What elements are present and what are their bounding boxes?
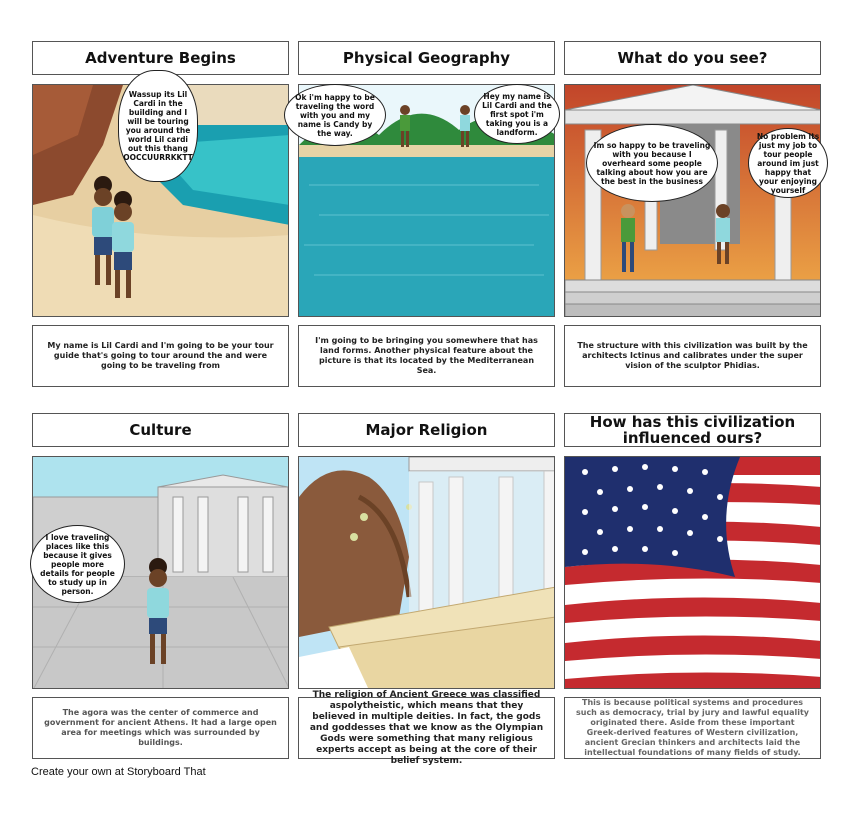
- religion-scene: [299, 457, 555, 689]
- panel-6-scene: [564, 456, 821, 689]
- panel-5-title: Major Religion: [298, 413, 555, 447]
- panel-4-title: Culture: [32, 413, 289, 447]
- panel-1-title: Adventure Begins: [32, 41, 289, 75]
- panel-3-caption: The structure with this civilization was built by the architects Ictinus and calibrates under the super vision of the sculptor Phidias.: [564, 325, 821, 387]
- speech-bubble: I love traveling places like this because it gives people more details for people to study up in person.: [30, 525, 125, 603]
- panel-6-caption: This is because political systems and procedures such as democracy, trial by jury and lawful equality originated there. Aside from these important Greek-derived features of Western civilization, ancient Grecian thinkers and architects laid the intellectual foundations of many fields of study.: [564, 697, 821, 759]
- storyboard-that-footer[interactable]: Create your own at Storyboard That: [31, 766, 206, 778]
- panel-2-title: Physical Geography: [298, 41, 555, 75]
- panel-2-caption: I'm going to be bringing you somewhere that has land forms. Another physical feature about the picture is that its located by the Mediterranean Sea.: [298, 325, 555, 387]
- panel-5-caption: The religion of Ancient Greece was classified aspolytheistic, which means that they believed in multiple deities. In fact, the gods and goddesses that we know as the Olympian Gods were something that many religious experts accept as being at the core of their belief system.: [298, 697, 555, 759]
- panel-4-caption: The agora was the center of commerce and government for ancient Athens. It had a large open area for meetings which was surrounded by buildings.: [32, 697, 289, 759]
- speech-bubble: Im so happy to be traveling with you because I overheard some people talking about how you are the best in the business: [586, 124, 718, 202]
- temple-scene: [565, 85, 821, 317]
- speech-bubble: Ok i'm happy to be traveling the word with you and my name is Candy by the way.: [284, 84, 386, 146]
- panel-1-caption: My name is Lil Cardi and I'm going to be your tour guide that's going to tour around the and were going to be traveling from: [32, 325, 289, 387]
- panel-3-title: What do you see?: [564, 41, 821, 75]
- panel-6-title: How has this civilization influenced ours?: [564, 413, 821, 447]
- panel-3-scene: [564, 84, 821, 317]
- speech-bubble: No problem its just my job to tour people around im just happy that your enjoying yourself: [748, 128, 828, 198]
- speech-bubble: Wassup its Lil Cardi in the building and I will be touring you around the world Lil cardi out this thang OOCCUURRKKTT: [118, 70, 198, 182]
- speech-bubble: Hey my name is Lil Cardi and the first spot i'm taking you is a landform.: [474, 84, 560, 144]
- panel-5-scene: [298, 456, 555, 689]
- american-flag-image: [565, 457, 821, 689]
